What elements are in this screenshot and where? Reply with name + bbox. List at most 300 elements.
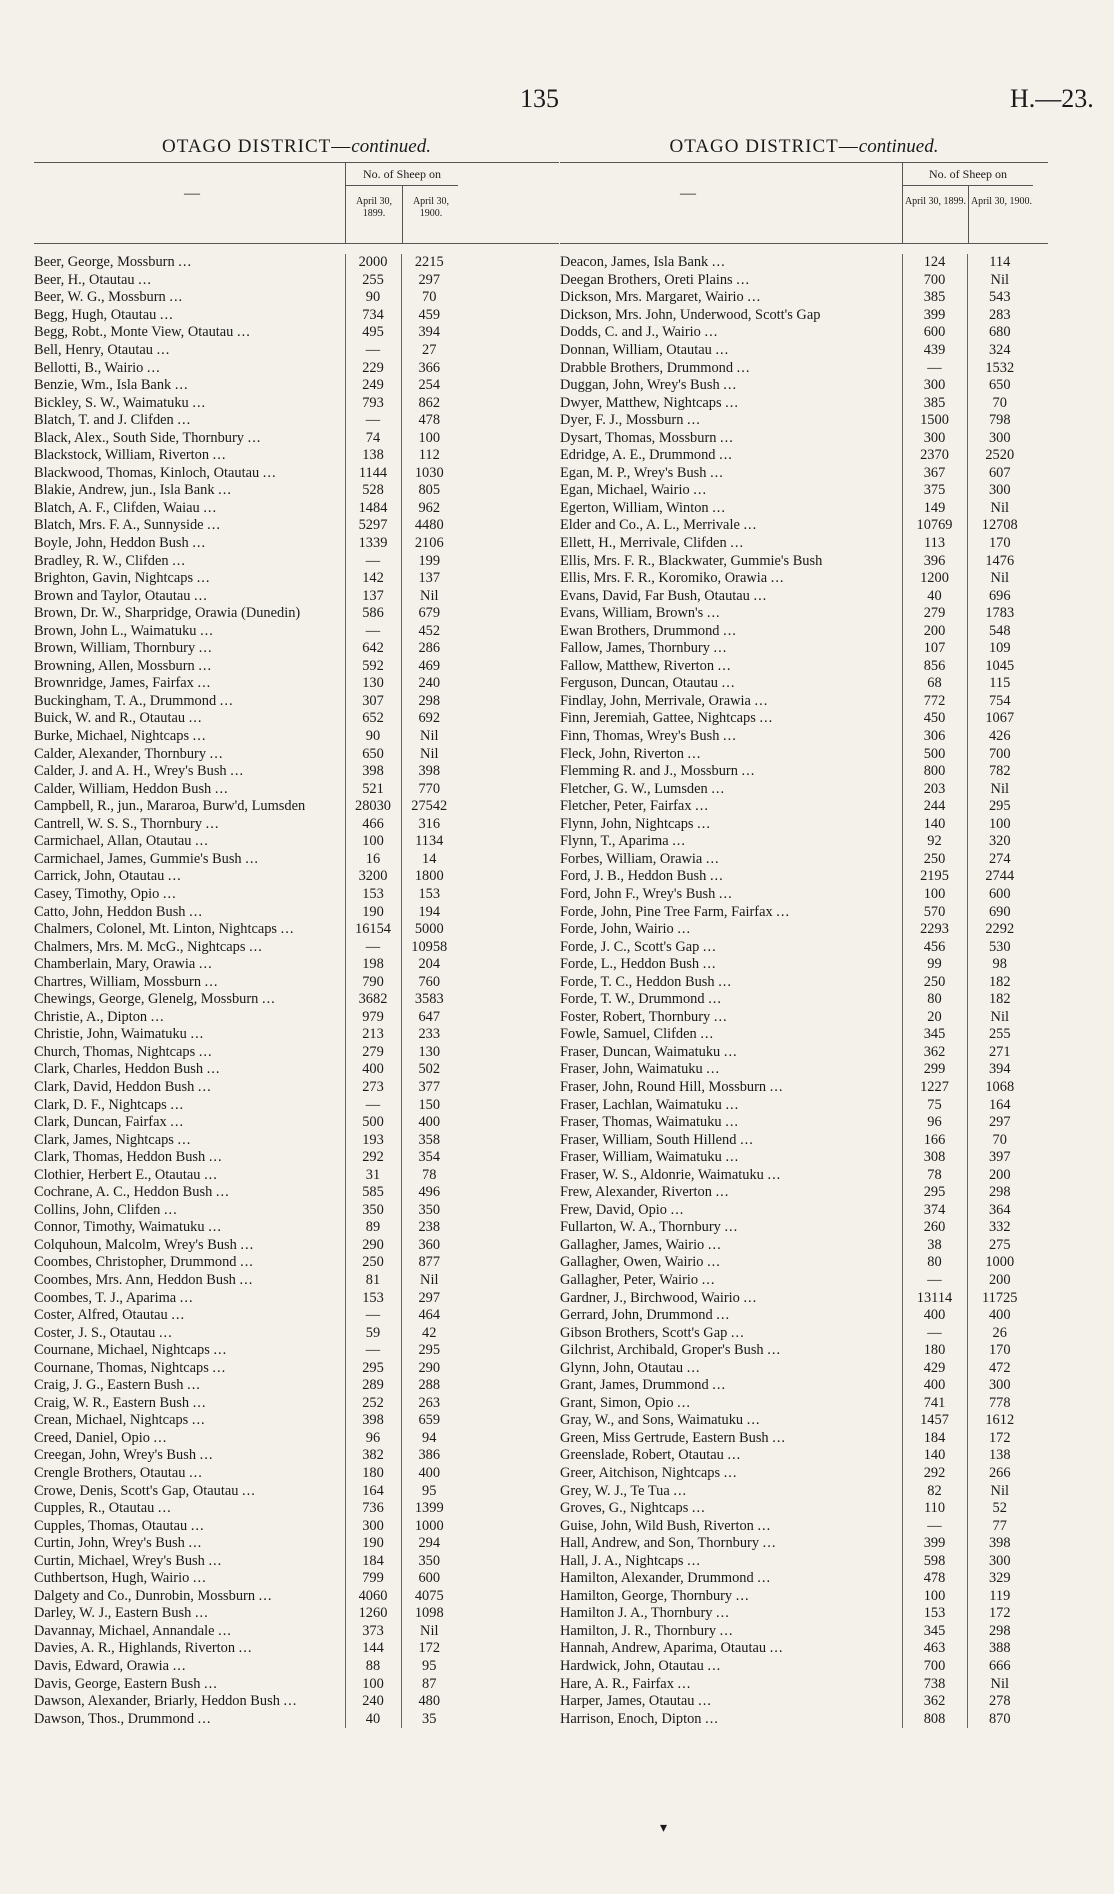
sheep-1900-cell: 300 — [967, 429, 1032, 447]
sheep-1899-cell: 292 — [902, 1465, 967, 1483]
table-row — [560, 500, 1032, 518]
table-row — [560, 763, 1032, 781]
table-row — [34, 1026, 457, 1044]
leader-dots: ... — [192, 535, 207, 552]
leader-dots: ... — [230, 763, 245, 780]
owner-name-cell — [560, 1166, 902, 1184]
sheep-1899-cell: — — [902, 1272, 967, 1290]
sheep-1900-cell: 52 — [967, 1500, 1032, 1518]
owner-name-cell — [34, 447, 345, 465]
sheep-1899-cell: 642 — [345, 640, 401, 658]
sheep-1900-cell: 647 — [401, 1009, 457, 1027]
sheep-1900-cell: Nil — [967, 1675, 1032, 1693]
owner-name-cell — [560, 938, 902, 956]
leader-dots: ... — [208, 1149, 223, 1166]
leader-dots: ... — [178, 254, 193, 271]
owner-name-cell — [34, 500, 345, 518]
owner-name: Fraser, William, Waimatuku — [560, 1149, 722, 1166]
sheep-1900-cell: 35 — [401, 1710, 457, 1728]
leader-dots: ... — [708, 991, 722, 1008]
owner-name-cell — [560, 1710, 902, 1728]
table-row — [560, 605, 1032, 623]
sheep-1899-cell: 741 — [902, 1395, 967, 1413]
owner-name: Gilchrist, Archibald, Groper's Bush — [560, 1342, 764, 1359]
table-row — [34, 535, 457, 553]
owner-name: Fraser, Duncan, Waimatuku — [560, 1043, 721, 1060]
leader-dots: ... — [162, 885, 177, 902]
table-row — [34, 693, 457, 711]
owner-name: Clark, James, Nightcaps — [34, 1131, 174, 1148]
owner-name: Burke, Michael, Nightcaps — [34, 728, 190, 745]
owner-name-cell — [560, 1061, 902, 1079]
sheep-1900-cell: 400 — [401, 1465, 457, 1483]
owner-name-cell — [34, 1114, 345, 1132]
sheep-1899-cell: — — [902, 1517, 967, 1535]
sheep-1899-cell: 300 — [345, 1517, 401, 1535]
owner-name-cell — [34, 1517, 345, 1535]
leader-dots: ... — [677, 1394, 691, 1411]
sheep-1899-cell: 96 — [902, 1114, 967, 1132]
sheep-1900-cell: 329 — [967, 1570, 1032, 1588]
owner-name-cell — [34, 394, 345, 412]
sheep-1899-cell: 81 — [345, 1272, 401, 1290]
leader-dots: ... — [194, 1605, 209, 1622]
sheep-1899-cell: 240 — [345, 1693, 401, 1711]
sheep-1899-cell: 250 — [902, 851, 967, 869]
leader-dots: ... — [188, 710, 203, 727]
table-row — [34, 1500, 457, 1518]
sheep-1899-cell: 100 — [902, 886, 967, 904]
table-row — [560, 1202, 1032, 1220]
table-row — [560, 377, 1032, 395]
table-row — [34, 991, 457, 1009]
owner-name: Coster, Alfred, Otautau — [34, 1307, 168, 1324]
sheep-1899-cell: 130 — [345, 675, 401, 693]
sheep-1899-cell: 140 — [902, 1447, 967, 1465]
table-row — [34, 833, 457, 851]
owner-name-cell — [560, 1254, 902, 1272]
sheep-1900-cell: 200 — [967, 1166, 1032, 1184]
owner-name: Flemming R. and J., Mossburn — [560, 763, 738, 780]
owner-name: Forde, T. C., Heddon Bush — [560, 973, 715, 990]
table-row — [560, 1588, 1032, 1606]
sheep-1899-cell: 200 — [902, 622, 967, 640]
sheep-1900-cell: 288 — [401, 1377, 457, 1395]
owner-name-cell — [34, 622, 345, 640]
sheep-1900-cell: 137 — [401, 570, 457, 588]
owner-name-cell — [560, 429, 902, 447]
table-row — [34, 570, 457, 588]
owner-name: Darley, W. J., Eastern Bush — [34, 1605, 192, 1622]
sheep-1900-cell: 358 — [401, 1131, 457, 1149]
leader-dots: ... — [200, 622, 214, 639]
table-row — [34, 1430, 457, 1448]
owner-name: Begg, Robt., Monte View, Otautau — [34, 324, 234, 341]
sheep-1899-cell: 466 — [345, 816, 401, 834]
sheep-1900-cell: 1067 — [967, 710, 1032, 728]
owner-name-cell — [560, 1307, 902, 1325]
sheep-1900-cell: 480 — [401, 1693, 457, 1711]
sheep-1900-cell: 398 — [401, 763, 457, 781]
right-title-main: OTAGO DISTRICT— — [669, 136, 859, 157]
sheep-1900-cell: 778 — [967, 1395, 1032, 1413]
owner-name: Craig, J. G., Eastern Bush — [34, 1377, 184, 1394]
right-column — [560, 136, 1048, 1728]
sheep-1900-cell: 350 — [401, 1202, 457, 1220]
sheep-1900-cell: 962 — [401, 500, 457, 518]
leader-dots: ... — [239, 1271, 254, 1288]
leader-dots: ... — [716, 1307, 731, 1324]
owner-name-cell — [34, 254, 345, 272]
table-row — [34, 324, 457, 342]
leader-dots: ... — [197, 675, 212, 692]
sheep-1899-cell: 1227 — [902, 1079, 967, 1097]
sheep-1900-cell: 130 — [401, 1044, 457, 1062]
sheep-1900-cell: 77 — [967, 1517, 1032, 1535]
owner-name: Gallagher, James, Wairio — [560, 1236, 705, 1253]
sheep-1900-cell: 11725 — [967, 1289, 1032, 1307]
sheep-1899-cell: 2195 — [902, 868, 967, 886]
owner-name: Blackwood, Thomas, Kinloch, Otautau — [34, 464, 260, 481]
sheep-1900-cell: 398 — [967, 1535, 1032, 1553]
leader-dots: ... — [673, 1482, 688, 1499]
sheep-1899-cell: 345 — [902, 1026, 967, 1044]
owner-name-cell — [560, 535, 902, 553]
owner-name: Clark, Duncan, Fairfax — [34, 1114, 167, 1131]
sheep-1899-cell: 979 — [345, 1009, 401, 1027]
sheep-1899-cell: 3200 — [345, 868, 401, 886]
table-row — [34, 429, 457, 447]
sheep-1900-cell: 798 — [967, 412, 1032, 430]
owner-name: Ewan Brothers, Drummond — [560, 622, 720, 639]
sheep-1900-cell: 679 — [401, 605, 457, 623]
sheep-1900-cell: 2106 — [401, 535, 457, 553]
sheep-1900-cell: 1000 — [401, 1517, 457, 1535]
owner-name-cell — [34, 1552, 345, 1570]
table-row — [560, 658, 1032, 676]
leader-dots: ... — [208, 1552, 223, 1569]
leader-dots: ... — [702, 938, 717, 955]
owner-name: Cupples, R., Otautau — [34, 1500, 155, 1517]
owner-name-cell — [34, 1605, 345, 1623]
sheep-1899-cell: 203 — [902, 780, 967, 798]
owner-name: Egan, M. P., Wrey's Bush — [560, 464, 707, 481]
owner-name-cell — [34, 1430, 345, 1448]
owner-name: Chewings, George, Glenelg, Mossburn — [34, 991, 259, 1008]
sheep-1899-cell: 78 — [902, 1166, 967, 1184]
owner-name: Hare, A. R., Fairfax — [560, 1675, 674, 1692]
sheep-1900-cell: 1399 — [401, 1500, 457, 1518]
leader-dots: ... — [283, 1693, 298, 1710]
table-row — [34, 447, 457, 465]
table-row — [34, 1061, 457, 1079]
owner-name-cell — [560, 1517, 902, 1535]
leader-dots: ... — [706, 1061, 721, 1078]
sheep-1900-cell: 254 — [401, 377, 457, 395]
owner-name-cell — [560, 1675, 902, 1693]
sheep-1900-cell: 182 — [967, 973, 1032, 991]
table-row — [34, 605, 457, 623]
leader-dots: ... — [199, 1447, 214, 1464]
owner-name: Ellett, H., Merrivale, Clifden — [560, 535, 727, 552]
owner-name: Bradley, R. W., Clifden — [34, 552, 169, 569]
table-row — [560, 570, 1032, 588]
owner-name: Catto, John, Heddon Bush — [34, 903, 186, 920]
sheep-1900-cell: 298 — [967, 1184, 1032, 1202]
table-row — [34, 1447, 457, 1465]
owner-name: Fallow, Matthew, Riverton — [560, 657, 715, 674]
owner-name: Craig, W. R., Eastern Bush — [34, 1394, 190, 1411]
sheep-1900-cell: 199 — [401, 552, 457, 570]
sheep-1900-cell: 294 — [401, 1535, 457, 1553]
leader-dots: ... — [723, 728, 737, 745]
sheep-1899-cell: 184 — [902, 1430, 967, 1448]
owner-name-cell — [560, 1342, 902, 1360]
sheep-1900-cell: 200 — [967, 1272, 1032, 1290]
owner-name: Greer, Aitchison, Nightcaps — [560, 1465, 721, 1481]
leader-dots: ... — [769, 1640, 784, 1657]
sheep-1900-cell: 70 — [967, 1131, 1032, 1149]
sheep-1900-cell: 300 — [967, 1377, 1032, 1395]
owner-name: Forde, John, Wairio — [560, 921, 674, 938]
sheep-1900-cell: 700 — [967, 745, 1032, 763]
owner-name: Bickley, S. W., Waimatuku — [34, 394, 189, 411]
owner-name: Curtin, Michael, Wrey's Bush — [34, 1552, 205, 1569]
table-row — [560, 1114, 1032, 1132]
sheep-1899-cell: — — [345, 412, 401, 430]
table-row — [560, 798, 1032, 816]
sheep-1900-cell: 164 — [967, 1096, 1032, 1114]
sheep-1900-cell: 760 — [401, 973, 457, 991]
owner-name: Grant, Simon, Opio — [560, 1394, 674, 1411]
sheep-1899-cell: 400 — [345, 1061, 401, 1079]
owner-name: Curtin, John, Wrey's Bush — [34, 1535, 185, 1552]
sheep-1899-cell: 110 — [902, 1500, 967, 1518]
left-column — [34, 136, 559, 1728]
sheep-1899-cell: 289 — [345, 1377, 401, 1395]
leader-dots: ... — [192, 394, 207, 411]
sheep-1900-cell: 10958 — [401, 938, 457, 956]
sheep-1899-cell: 124 — [902, 254, 967, 272]
owner-name: Dawson, Alexander, Briarly, Heddon Bush — [34, 1693, 280, 1710]
table-row — [560, 1482, 1032, 1500]
leader-dots: ... — [204, 973, 219, 990]
owner-name: Chalmers, Mrs. M. McG., Nightcaps — [34, 938, 246, 955]
table-row — [560, 1535, 1032, 1553]
sheep-1900-cell: 274 — [967, 851, 1032, 869]
table-row — [560, 1675, 1032, 1693]
owner-name: Fraser, John, Round Hill, Mossburn — [560, 1078, 767, 1095]
sheep-1899-cell: 100 — [345, 1675, 401, 1693]
leader-dots: ... — [205, 815, 220, 832]
sheep-1899-cell: 3682 — [345, 991, 401, 1009]
sheep-1900-cell: 275 — [967, 1237, 1032, 1255]
sheep-1899-cell: 375 — [902, 482, 967, 500]
sheep-1900-cell: 172 — [401, 1640, 457, 1658]
table-row — [34, 938, 457, 956]
table-row — [34, 412, 457, 430]
sheep-1899-cell: 153 — [902, 1605, 967, 1623]
sheep-1899-cell: 592 — [345, 658, 401, 676]
sheep-1900-cell: 530 — [967, 938, 1032, 956]
owner-name: Harrison, Enoch, Dipton — [560, 1710, 702, 1727]
table-row — [560, 728, 1032, 746]
left-group-label: No. of Sheep on — [346, 163, 458, 186]
sheep-1899-cell: 88 — [345, 1658, 401, 1676]
sheep-1900-cell: 350 — [401, 1552, 457, 1570]
table-row — [34, 903, 457, 921]
owner-name-cell — [560, 745, 902, 763]
sheep-1899-cell: 80 — [902, 991, 967, 1009]
sheep-1899-cell: 650 — [345, 745, 401, 763]
owner-name: Fallow, James, Thornbury — [560, 640, 710, 657]
sheep-1899-cell: 38 — [902, 1237, 967, 1255]
sheep-1899-cell: — — [345, 342, 401, 360]
sheep-1899-cell: 153 — [345, 886, 401, 904]
leader-dots: ... — [767, 1166, 782, 1183]
sheep-1900-cell: 496 — [401, 1184, 457, 1202]
owner-name: Dysart, Thomas, Mossburn — [560, 429, 717, 446]
leader-dots: ... — [704, 324, 719, 341]
sheep-1900-cell: 770 — [401, 780, 457, 798]
leader-dots: ... — [695, 798, 709, 815]
sheep-1899-cell: 166 — [902, 1131, 967, 1149]
sheep-1899-cell: 142 — [345, 570, 401, 588]
owner-name-cell — [560, 1623, 902, 1641]
leader-dots: ... — [212, 447, 227, 464]
leader-dots: ... — [157, 1500, 172, 1517]
leader-dots: ... — [700, 1026, 715, 1043]
sheep-1899-cell: 800 — [902, 763, 967, 781]
table-row — [34, 1623, 457, 1641]
sheep-1899-cell: 255 — [345, 272, 401, 290]
sheep-1899-cell: — — [345, 552, 401, 570]
owner-name-cell — [34, 1447, 345, 1465]
table-row — [34, 886, 457, 904]
right-sheep-table — [560, 254, 1032, 1728]
table-row — [34, 921, 457, 939]
owner-name-cell — [560, 394, 902, 412]
owner-name-cell — [560, 605, 902, 623]
leader-dots: ... — [710, 464, 724, 481]
table-row — [560, 956, 1032, 974]
sheep-1900-cell: 543 — [967, 289, 1032, 307]
table-row — [560, 1026, 1032, 1044]
owner-name: Forde, John, Pine Tree Farm, Fairfax — [560, 903, 773, 920]
sheep-1900-cell: Nil — [401, 745, 457, 763]
leader-dots: ... — [719, 447, 733, 464]
owner-name: Brown, Dr. W., Sharpridge, Orawia (Dunedin) — [34, 605, 301, 622]
sheep-1899-cell: 790 — [345, 973, 401, 991]
leader-dots: ... — [717, 657, 732, 674]
sheep-1900-cell: 298 — [401, 693, 457, 711]
sheep-1900-cell: 1068 — [967, 1079, 1032, 1097]
owner-name-cell — [560, 1079, 902, 1097]
owner-name-cell — [34, 763, 345, 781]
sheep-1900-cell: 666 — [967, 1658, 1032, 1676]
sheep-1899-cell: 244 — [902, 798, 967, 816]
sheep-1899-cell: 345 — [902, 1623, 967, 1641]
sheep-1900-cell: 298 — [967, 1623, 1032, 1641]
sheep-1899-cell: 652 — [345, 710, 401, 728]
sheep-1899-cell: 16 — [345, 851, 401, 869]
owner-name: Fletcher, Peter, Fairfax — [560, 798, 692, 815]
owner-name-cell — [34, 342, 345, 360]
sheep-1900-cell: 172 — [967, 1605, 1032, 1623]
sheep-1899-cell: — — [902, 359, 967, 377]
owner-name: Brighton, Gavin, Nightcaps — [34, 570, 194, 587]
table-row — [34, 1570, 457, 1588]
leader-dots: ... — [172, 1658, 187, 1675]
owner-name-cell — [34, 798, 345, 816]
owner-name-cell — [34, 359, 345, 377]
sheep-1900-cell: 870 — [967, 1710, 1032, 1728]
owner-name-cell — [560, 570, 902, 588]
sheep-1899-cell: 429 — [902, 1359, 967, 1377]
table-row — [34, 1517, 457, 1535]
owner-name: Cupples, Thomas, Otautau — [34, 1517, 188, 1534]
owner-name: Chalmers, Colonel, Mt. Linton, Nightcaps — [34, 921, 278, 938]
sheep-1899-cell: 570 — [902, 903, 967, 921]
table-row — [34, 1166, 457, 1184]
sheep-1900-cell: 204 — [401, 956, 457, 974]
sheep-1900-cell: 400 — [401, 1114, 457, 1132]
table-row — [34, 394, 457, 412]
owner-name-cell — [34, 412, 345, 430]
sheep-1900-cell: 283 — [967, 307, 1032, 325]
sheep-1899-cell: 68 — [902, 675, 967, 693]
sheep-1900-cell: 426 — [967, 728, 1032, 746]
table-row — [34, 1412, 457, 1430]
sheep-1900-cell: 297 — [401, 272, 457, 290]
sheep-1900-cell: Nil — [401, 1623, 457, 1641]
owner-name-cell — [560, 1570, 902, 1588]
owner-name-cell — [34, 482, 345, 500]
sheep-1899-cell: 292 — [345, 1149, 401, 1167]
sheep-1900-cell: 692 — [401, 710, 457, 728]
table-row — [560, 1500, 1032, 1518]
leader-dots: ... — [209, 745, 224, 762]
owner-name-cell — [34, 1131, 345, 1149]
owner-name: Hardwick, John, Otautau — [560, 1658, 704, 1675]
sheep-1900-cell: 472 — [967, 1359, 1032, 1377]
owner-name-cell — [560, 447, 902, 465]
sheep-1899-cell: 350 — [345, 1202, 401, 1220]
right-table-header — [560, 162, 1048, 244]
leader-dots: ... — [198, 956, 213, 973]
table-row — [34, 1289, 457, 1307]
sheep-1899-cell: 99 — [902, 956, 967, 974]
right-sheep-group-header — [902, 163, 1033, 243]
sheep-1900-cell: 388 — [967, 1640, 1032, 1658]
leader-dots: ... — [769, 1078, 784, 1095]
sheep-1899-cell: 808 — [902, 1710, 967, 1728]
table-row — [560, 1605, 1032, 1623]
leader-dots: ... — [723, 377, 738, 394]
owner-name-cell — [34, 570, 345, 588]
document-reference: H.—23. — [1010, 84, 1094, 113]
table-row — [34, 359, 457, 377]
sheep-1900-cell: 70 — [401, 289, 457, 307]
table-row — [560, 359, 1032, 377]
table-row — [34, 1079, 457, 1097]
owner-name-cell — [34, 745, 345, 763]
table-row — [34, 517, 457, 535]
sheep-1900-cell: 366 — [401, 359, 457, 377]
table-row — [560, 1184, 1032, 1202]
table-row — [560, 1131, 1032, 1149]
leader-dots: ... — [691, 1500, 706, 1517]
